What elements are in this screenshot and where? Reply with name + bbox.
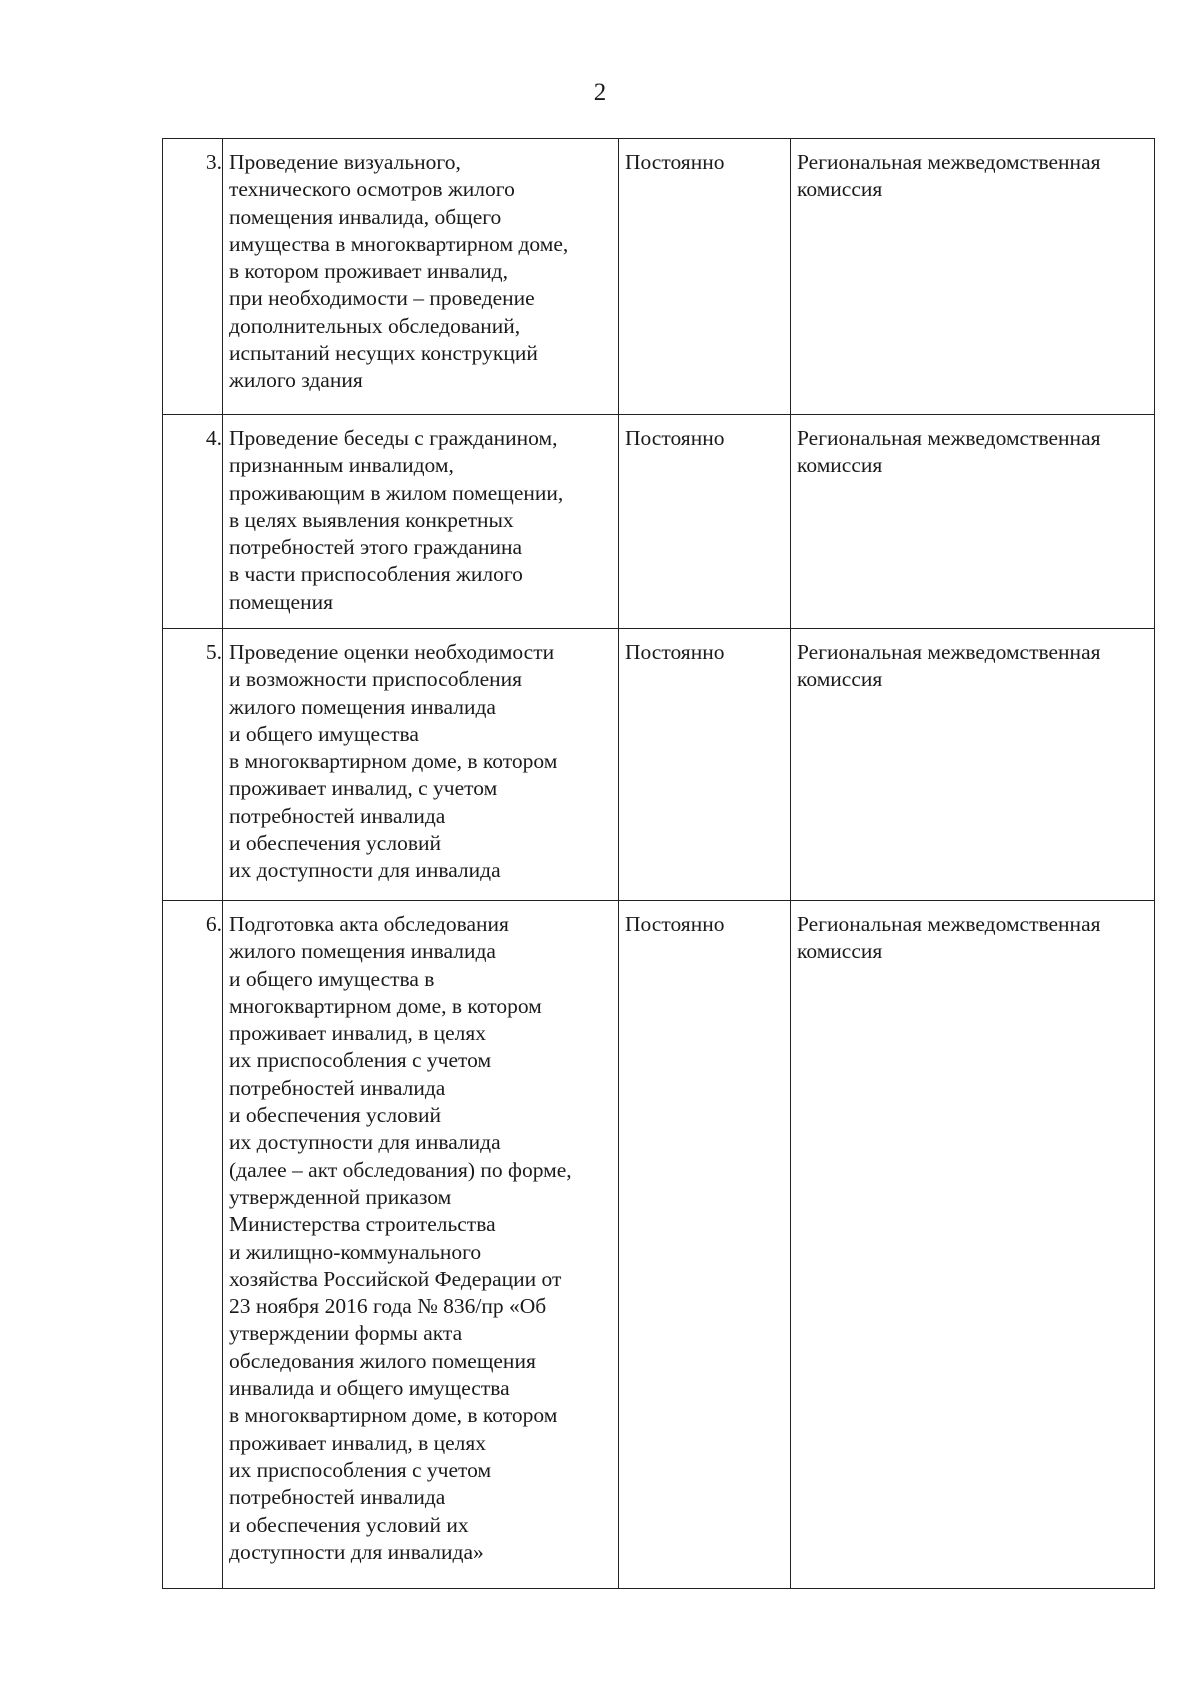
- table-row: [163, 901, 1155, 1589]
- action-cell: Подготовка акта обследования жилого помещения инвалида и общего имущества в многоквартирном доме, в котором проживает инвалид, в целях их приспособления с учетом потребностей инвалида и обеспечения условий их доступности для инвалида (далее – акт обследования) по форме, утвержденной приказом Министерства строительства и жилищно-коммунального хозяйства Российской Федерации от 23 ноября 2016 года № 836/пр «Об утверждении формы акта обследования жилого помещения инвалида и общего имущества в многоквартирном доме, в котором проживает инвалид, в целях их приспособления с учетом потребностей инвалида и обеспечения условий их доступности для инвалида»: [223, 901, 619, 1589]
- page-number: 2: [593, 79, 607, 106]
- action-cell: Проведение визуального, технического осмотров жилого помещения инвалида, общего имущества в многоквартирном доме, в котором проживает инвалид, при необходимости – проведение дополнительных обследований, испытаний несущих конструкций жилого здания: [223, 139, 619, 415]
- table-row: [163, 629, 1155, 901]
- row-number: 3.: [163, 139, 223, 415]
- table-row: [163, 415, 1155, 629]
- row-number: 6.: [163, 901, 223, 1589]
- responsible-cell: Региональная межведомственная комиссия: [791, 139, 1155, 415]
- responsible-cell: Региональная межведомственная комиссия: [791, 415, 1155, 629]
- responsible-cell: Региональная межведомственная комиссия: [791, 901, 1155, 1589]
- term-cell: Постоянно: [619, 415, 791, 629]
- action-cell: Проведение беседы с гражданином, признанным инвалидом, проживающим в жилом помещении, в целях выявления конкретных потребностей этого гражданина в части приспособления жилого помещения: [223, 415, 619, 629]
- term-cell: Постоянно: [619, 901, 791, 1589]
- row-number: 4.: [163, 415, 223, 629]
- term-cell: Постоянно: [619, 139, 791, 415]
- term-cell: Постоянно: [619, 629, 791, 901]
- measures-table: [162, 138, 1155, 1589]
- table-row: [163, 139, 1155, 415]
- action-cell: Проведение оценки необходимости и возможности приспособления жилого помещения инвалида и общего имущества в многоквартирном доме, в котором проживает инвалид, с учетом потребностей инвалида и обеспечения условий их доступности для инвалида: [223, 629, 619, 901]
- row-number: 5.: [163, 629, 223, 901]
- responsible-cell: Региональная межведомственная комиссия: [791, 629, 1155, 901]
